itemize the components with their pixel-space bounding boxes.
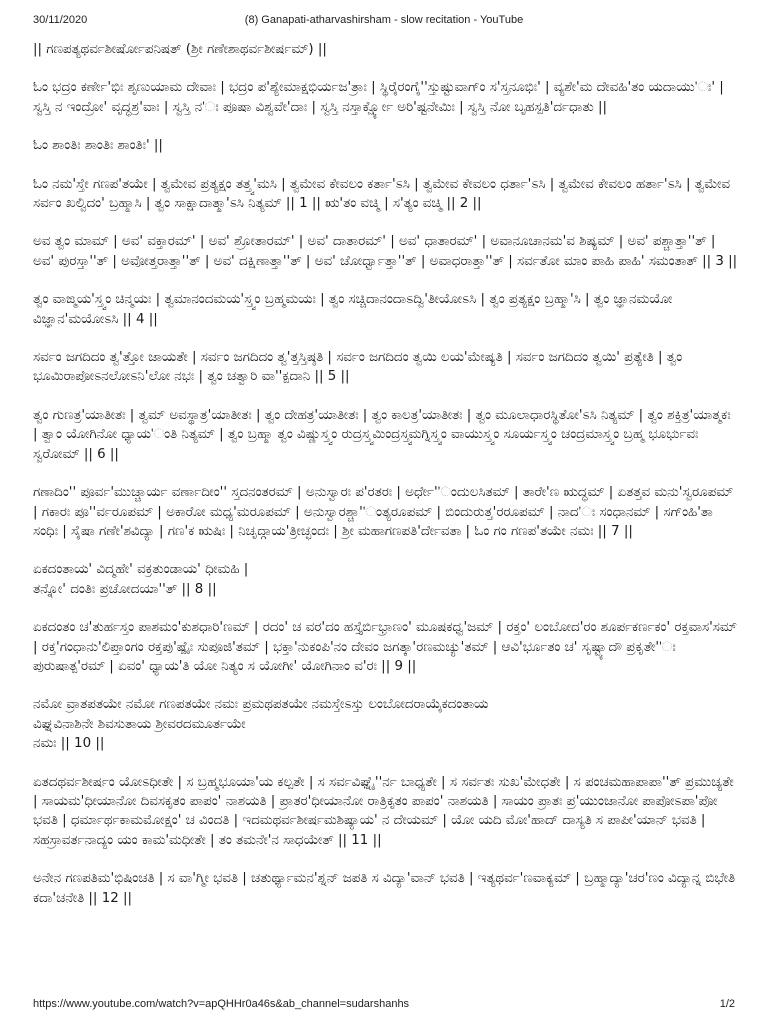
verse-paragraph [33,560,739,599]
page-number: 1/2 [719,998,735,1010]
print-date: 30/11/2020 [33,14,88,26]
verse-paragraph [33,773,739,851]
verse-paragraph [33,40,739,59]
verse-line: ತ್ವಂ ವಾಙ್ಮಯ'ಸ್ತ್ವಂ ಚಿನ್ಮಯಃ | ತ್ವಮಾನಂದಮಯ'ಸ್ತ್ವಂ ಬ್ರಹ್ಮಮಯಃ | ತ್ವಂ ಸಚ್ಚಿದಾನಂದಾಽದ್ವಿ'ತೀಯೋಽಸಿ | ತ್ವಂ ಪ್ರತ್ಯಕ್ಷಂ ಬ್ರಹ್ಮಾ'ಸಿ | ತ್ವಂ ಜ್ಞಾನಮಯೋ ವಿಜ್ಞಾನ'ಮಯೋಽಸಿ || 4 || [33,292,673,327]
verse-paragraph [33,290,739,329]
verse-line: ಸರ್ವಂ ಜಗದಿದಂ ತ್ವ'ತ್ತೋ ಜಾಯತೇ | ಸರ್ವಂ ಜಗದಿದಂ ತ್ವ'ತ್ತಸ್ತಿಷ್ಠತಿ | ಸರ್ವಂ ಜಗದಿದಂ ತ್ವಯಿ ಲಯ'ಮೇಷ್ಯತಿ | ಸರ್ವಂ ಜಗದಿದಂ ತ್ವಯಿ' ಪ್ರತ್ಯೇತಿ | ತ್ವಂ ಭೂಮಿರಾಪೋಽನಲೋಽನಿ'ಲೋ ನಭಃ | ತ್ವಂ ಚತ್ವಾರಿ ವಾ''ಕ್ಪದಾನಿ || 5 || [33,350,683,385]
source-url: https://www.youtube.com/watch?v=apQHHr0a46s&ab_channel=sudarshanhs [33,998,410,1010]
verse-line: ನಮಃ || 10 || [33,736,105,752]
verse-line: ಏತದಥರ್ವಶೀರ್ಷಂ ಯೋಽಧೀತೇ | ಸ ಬ್ರಹ್ಮಭೂಯಾ'ಯ ಕಲ್ಪತೇ | ಸ ಸರ್ವವಿಘ್ನೈ''ರ್ನ ಬಾಧ್ಯತೇ | ಸ ಸರ್ವತಃ ಸುಖ'ಮೇಧತೇ | ಸ ಪಂಚಮಹಾಪಾಪಾ''ತ್ ಪ್ರಮುಚ್ಯತೇ | ಸಾಯಮ'ಧೀಯಾನೋ ದಿವಸಕೃತಂ ಪಾಪಂ' ನಾಶಯತಿ | ಪ್ರಾತರ'ಧೀಯಾನೋ ರಾತ್ರಿಕೃತಂ ಪಾಪಂ' ನಾಶಯತಿ | ಸಾಯಂ ಪ್ರಾತಃ ಪ್ರ'ಯುಂಜಾನೋ ಪಾಪೋಽಪಾ'ಪೋ ಭವತಿ | ಧರ್ಮಾರ್ಥಕಾಮಮೋಕ್ಷಂ' ಚ ವಿಂದತಿ | ಇದಮಥರ್ವಶೀರ್ಷಮಶಿಷ್ಯಾಯ' ನ ದೇಯಮ್ | ಯೋ ಯದಿ ಮೋ'ಹಾದ್ ದಾಸ್ಯತಿ ಸ ಪಾಪೀ'ಯಾನ್ ಭವತಿ | ಸಹಸ್ರಾವರ್ತನಾದ್ಯಂ ಯಂ ಕಾಮ'ಮಧೀತೇ | ತಂ ತಮನೇ'ನ ಸಾಧಯೇತ್ || 11 || [33,774,734,848]
verse-paragraph [33,136,739,155]
verse-paragraph [33,406,739,464]
verse-line: ತನ್ನೋ' ದಂತಿಃ ಪ್ರಚೋದಯಾ''ತ್ || 8 || [33,581,217,597]
verse-line: ಅನೇನ ಗಣಪತಿಮ'ಭಿಷಿಂಚತಿ | ಸ ವಾ'ಗ್ಮೀ ಭವತಿ | ಚತುರ್ಥ್ಯಾಮನ'ಶ್ನನ್ ಜಪತಿ ಸ ವಿದ್ಯಾ'ವಾನ್ ಭವತಿ | ಇತ್ಯಥರ್ವ'ಣವಾಕ್ಯಮ್ | ಬ್ರಹ್ಮಾದ್ಯಾ'ಚರ'ಣಂ ವಿದ್ಯಾನ್ನ ಬಿಭೇತಿ ಕದಾ'ಚನೇತಿ || 12 || [33,871,736,906]
verse-paragraph [33,78,739,117]
verse-paragraph [33,348,739,387]
verse-line: ಓಂ ಭದ್ರಂ ಕರ್ಣೇ'ಭಿಃ ಶೃಣುಯಾಮ ದೇವಾಃ | ಭದ್ರಂ ಪ'ಶ್ಯೇಮಾಕ್ಷಭಿರ್ಯಜ'ತ್ರಾಃ | ಸ್ಥಿರೈರಂಗೈ''ಸ್ತುಷ್ಟುವಾಗ್ಂ ಸ'ಸ್ತನೂಭಿಃ' | ವ್ಯಶೇ'ಮ ದೇವಹಿ'ತಂ ಯದಾಯು'ಃ' | ಸ್ವಸ್ತಿ ನ ಇಂದ್ರೋ' ವೃದ್ಧಶ್ರ'ವಾಃ | ಸ್ವಸ್ತಿ ನ'ಃ ಪೂಷಾ ವಿಶ್ವವೇ'ದಾಃ | ಸ್ವಸ್ತಿ ನಸ್ತಾರ್ಕ್ಷ್ಯೋ ಅರಿ'ಷ್ಟನೇಮಿಃ | ಸ್ವಸ್ತಿ ನೋ ಬೃಹಸ್ಪತಿ'ರ್ದಧಾತು || [33,80,724,115]
page-title: (8) Ganapati-atharvashirsham - slow recitation - YouTube [244,14,524,26]
verse-paragraph [33,618,739,676]
verse-paragraph [33,483,739,541]
verse-line: ಗಣಾದಿಂ'' ಪೂರ್ವ'ಮುಚ್ಚಾರ್ಯ ವರ್ಣಾದೀಂ'' ಸ್ತದನಂತರಮ್ | ಅನುಸ್ವಾರಃ ಪ'ರತರಃ | ಅರ್ಧೇ''ಂದುಲಸಿತಮ್ | ತಾರೇ'ಣ ಋದ್ಧಮ್ | ಏತತ್ತವ ಮನು'ಸ್ವರೂಪಮ್ | ಗಕಾರಃ ಪೂ''ರ್ವರೂಪಮ್ | ಅಕಾರೋ ಮಧ್ಯ'ಮರೂಪಮ್ | ಅನುಸ್ವಾರಶ್ಚಾ''ಂತ್ಯರೂಪಮ್ | ಬಿಂದುರುತ್ತ'ರರೂಪಮ್ | ನಾದ'ಃ ಸಂಧಾನಮ್ | ಸಗ್ಂಹಿ'ತಾ ಸಂಧಿಃ | ಸೈಷಾ ಗಣೇ'ಶವಿದ್ಯಾ | ಗಣ'ಕ ಋಷಿಃ | ನಿಚೃದ್ಗಾಯ'ತ್ರೀಚ್ಛಂದಃ | ಶ್ರೀ ಮಹಾಗಣಪತಿ'ರ್ದೇವತಾ | ಓಂ ಗಂ ಗಣಪ'ತಯೇ ನಮಃ || 7 || [33,485,734,539]
verse-line: ಏಕದಂತಂ ಚ'ತುರ್ಹಸ್ತಂ ಪಾಶಮಂ'ಕುಶಧಾರಿ'ಣಮ್ | ರದಂ' ಚ ವರ'ದಂ ಹಸ್ತೈರ್ಬಿಭ್ರಾಣಂ' ಮೂಷಕಧ್ವ'ಜಮ್ | ರಕ್ತಂ' ಲಂಬೋದ'ರಂ ಶೂರ್ಪಕರ್ಣಕಂ' ರಕ್ತವಾಸ'ಸಮ್ | ರಕ್ತ'ಗಂಧಾನು'ಲಿಪ್ತಾಂಗಂ ರಕ್ತಪು'ಷ್ಪೈಃ ಸುಪೂಜಿ'ತಮ್ | ಭಕ್ತಾ'ನುಕಂಪಿ'ನಂ ದೇವಂ ಜಗತ್ಕಾ'ರಣಮಚ್ಯು'ತಮ್ | ಆವಿ'ರ್ಭೂತಂ ಚ' ಸೃಷ್ಟ್ಯಾದೌ ಪ್ರಕೃತೇ''ಃ ಪುರುಷಾತ್ಪ'ರಮ್ | ಏವಂ' ಧ್ಯಾಯ'ತಿ ಯೋ ನಿತ್ಯಂ ಸ ಯೋಗೀ' ಯೋಗಿನಾಂ ವ'ರಃ || 9 || [33,620,737,674]
verse-line: ವಿಘ್ನವಿನಾಶಿನೇ ಶಿವಸುತಾಯ ಶ್ರೀವರದಮೂರ್ತಯೇ [33,716,246,732]
verse-line: ಓಂ ಶಾಂತಿಃ ಶಾಂತಿಃ ಶಾಂತಿಃ' || [33,138,163,154]
verse-line: ಏಕದಂತಾಯ' ವಿದ್ಮಹೇ' ವಕ್ರತುಂಡಾಯ' ಧೀಮಹಿ | [33,562,249,578]
verse-line: || ಗಣಪತ್ಯಥರ್ವಶೀರ್ಷೋಪನಿಷತ್ (ಶ್ರೀ ಗಣೇಶಾಥರ್ವಶೀರ್ಷಮ್) || [33,42,327,57]
verse-line: ತ್ವಂ ಗುಣತ್ರ'ಯಾತೀತಃ | ತ್ವಮ್ ಅವಸ್ಥಾತ್ರ'ಯಾತೀತಃ | ತ್ವಂ ದೇಹತ್ರ'ಯಾತೀತಃ | ತ್ವಂ ಕಾಲತ್ರ'ಯಾತೀತಃ | ತ್ವಂ ಮೂಲಾಧಾರಸ್ಥಿತೋ'ಽಸಿ ನಿತ್ಯಮ್ | ತ್ವಂ ಶಕ್ತಿತ್ರ'ಯಾತ್ಮಕಃ | ತ್ವಾಂ ಯೋಗಿನೋ ಧ್ಯಾಯ'ಂತಿ ನಿತ್ಯಮ್ | ತ್ವಂ ಬ್ರಹ್ಮಾ ತ್ವಂ ವಿಷ್ಣುಸ್ತ್ವಂ ರುದ್ರಸ್ತ್ವಮಿಂದ್ರಸ್ತ್ವಮಗ್ನಿಸ್ತ್ವಂ ವಾಯುಸ್ತ್ವಂ ಸೂರ್ಯಸ್ತ್ವಂ ಚಂದ್ರಮಾಸ್ತ್ವಂ ಬ್ರಹ್ಮ ಭೂರ್ಭುವಃ ಸ್ವರೋಮ್ || 6 || [33,407,731,462]
verse-paragraph [33,175,739,214]
verse-paragraph [33,869,739,908]
verse-line: ನಮೋ ವ್ರಾತಪತಯೇ ನಮೋ ಗಣಪತಯೇ ನಮಃ ಪ್ರಮಥಪತಯೇ ನಮಸ್ತೇಽಸ್ತು ಲಂಬೋದರಾಯೈಕದಂತಾಯ [33,697,489,713]
verse-paragraph [33,232,739,271]
verse-line: ಅವ ತ್ವಂ ಮಾಮ್ | ಅವ' ವಕ್ತಾರಮ್' | ಅವ' ಶ್ರೋತಾರಮ್' | ಅವ' ದಾತಾರಮ್' | ಅವ' ಧಾತಾರಮ್' | ಅವಾನೂಚಾನಮ'ವ ಶಿಷ್ಯಮ್ | ಅವ' ಪಶ್ಚಾತ್ತಾ''ತ್ | ಅವ' ಪುರಸ್ತಾ''ತ್ | ಅವೋತ್ತರಾತ್ತಾ''ತ್ | ಅವ' ದಕ್ಷಿಣಾತ್ತಾ''ತ್ | ಅವ' ಚೋರ್ಧ್ವಾತ್ತಾ''ತ್ | ಅವಾಧರಾತ್ತಾ''ತ್ | ಸರ್ವತೋ ಮಾಂ ಪಾಹಿ ಪಾಹಿ' ಸಮಂತಾತ್ || 3 || [33,234,738,269]
verse-paragraph [33,695,739,753]
verse-line: ಓಂ ನಮ'ಸ್ತೇ ಗಣಪ'ತಯೇ | ತ್ವಮೇವ ಪ್ರತ್ಯಕ್ಷಂ ತತ್ತ್ವ'ಮಸಿ | ತ್ವಮೇವ ಕೇವಲಂ ಕರ್ತಾ'ಽಸಿ | ತ್ವಮೇವ ಕೇವಲಂ ಧರ್ತಾ'ಽಸಿ | ತ್ವಮೇವ ಕೇವಲಂ ಹರ್ತಾ'ಽಸಿ | ತ್ವಮೇವ ಸರ್ವಂ ಖಲ್ವಿದಂ' ಬ್ರಹ್ಮಾಸಿ | ತ್ವಂ ಸಾಕ್ಷಾದಾತ್ಮಾ'ಽಸಿ ನಿತ್ಯಮ್ || 1 || ಋ'ತಂ ವಚ್ಮಿ | ಸ'ತ್ಯಂ ವಚ್ಮಿ || 2 || [33,176,731,212]
document-body [33,40,739,927]
